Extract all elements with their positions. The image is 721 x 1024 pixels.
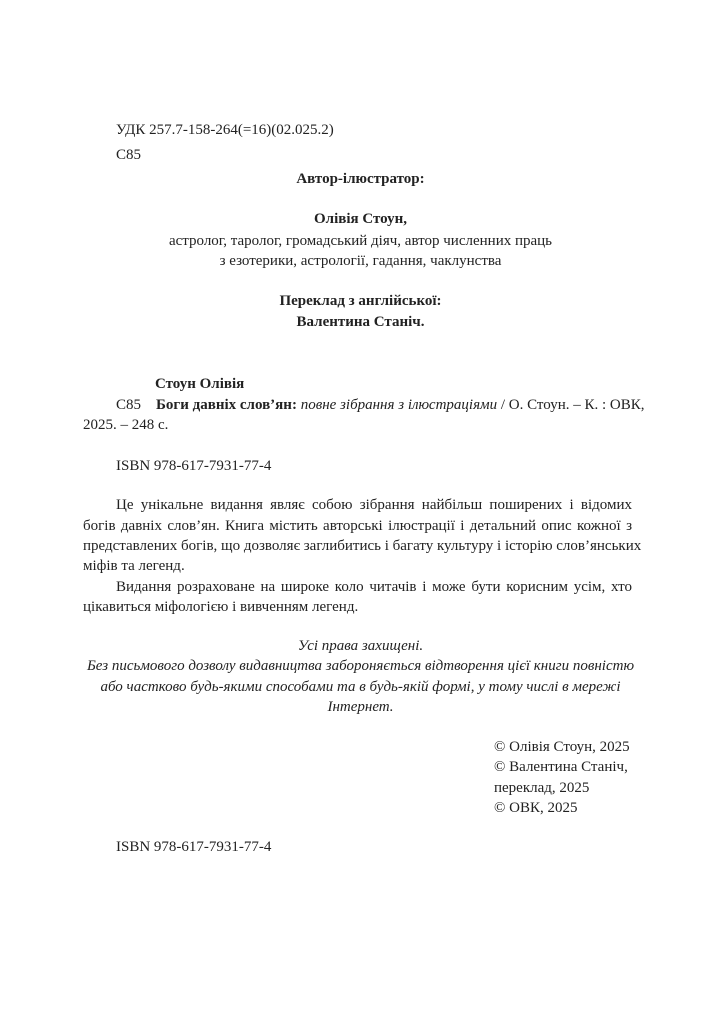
- description-p1-line-1: Це унікальне видання являє собою зібрання найбільш поширених і відомих: [116, 497, 632, 513]
- bbk-code: С85: [116, 147, 142, 163]
- catalog-entry-line-2: 2025. – 248 с.: [83, 417, 169, 433]
- rights-line-2: Без письмового дозволу видавництва забороняється відтворення цієї книги повністю: [86, 658, 635, 674]
- rights-line-4: Інтернет.: [327, 699, 394, 715]
- isbn-bottom: ISBN 978-617-7931-77-4: [116, 839, 272, 855]
- catalog-rest: / О. Стоун. – К. : ОВК,: [497, 397, 645, 413]
- author-illustrator-heading: Автор-ілюстратор:: [296, 171, 425, 187]
- description-p1-line-3: представлених богів, що дозволяє заглибитись і багату культуру і історію слов’янських: [83, 538, 642, 554]
- description-p1-line-2: богів давніх слов’ян. Книга містить авторські ілюстрації і детальний опис кожної з: [83, 518, 632, 534]
- catalog-entry-line-1: [116, 396, 645, 414]
- catalog-code: С85: [116, 397, 142, 413]
- description-p2-line-2: цікавиться міфологією і вивченням легенд.: [83, 599, 359, 615]
- translation-heading: Переклад з англійської:: [279, 293, 442, 309]
- copyright-line-1: © Олівія Стоун, 2025: [494, 739, 630, 755]
- rights-line-3: або частково будь-якими способами та в будь-якій формі, у тому числі в мережі: [100, 679, 621, 695]
- author-name: Олівія Стоун,: [313, 211, 407, 227]
- description-p1-line-4: міфів та легенд.: [83, 558, 185, 574]
- translator-name: Валентина Станіч.: [296, 314, 425, 330]
- catalog-author: Стоун Олівія: [155, 376, 245, 392]
- copyright-line-4: © ОВК, 2025: [494, 800, 578, 816]
- copyright-line-3: переклад, 2025: [494, 780, 590, 796]
- author-description-line-2: з езотерики, астрології, гадання, чаклунства: [219, 253, 502, 269]
- copyright-line-2: © Валентина Станіч,: [494, 759, 628, 775]
- rights-line-1: Усі права захищені.: [297, 638, 424, 654]
- catalog-title: Боги давніх слов’ян:: [156, 397, 297, 413]
- description-p2-line-1: Видання розраховане на широке коло читачів і може бути корисним усім, хто: [116, 579, 632, 595]
- isbn-top: ISBN 978-617-7931-77-4: [116, 458, 272, 474]
- catalog-subtitle: повне зібрання з ілюстраціями: [300, 397, 498, 413]
- author-description-line-1: астролог, таролог, громадський діяч, автор численних праць: [168, 233, 553, 249]
- udk-code: УДК 257.7-158-264(=16)(02.025.2): [116, 122, 334, 138]
